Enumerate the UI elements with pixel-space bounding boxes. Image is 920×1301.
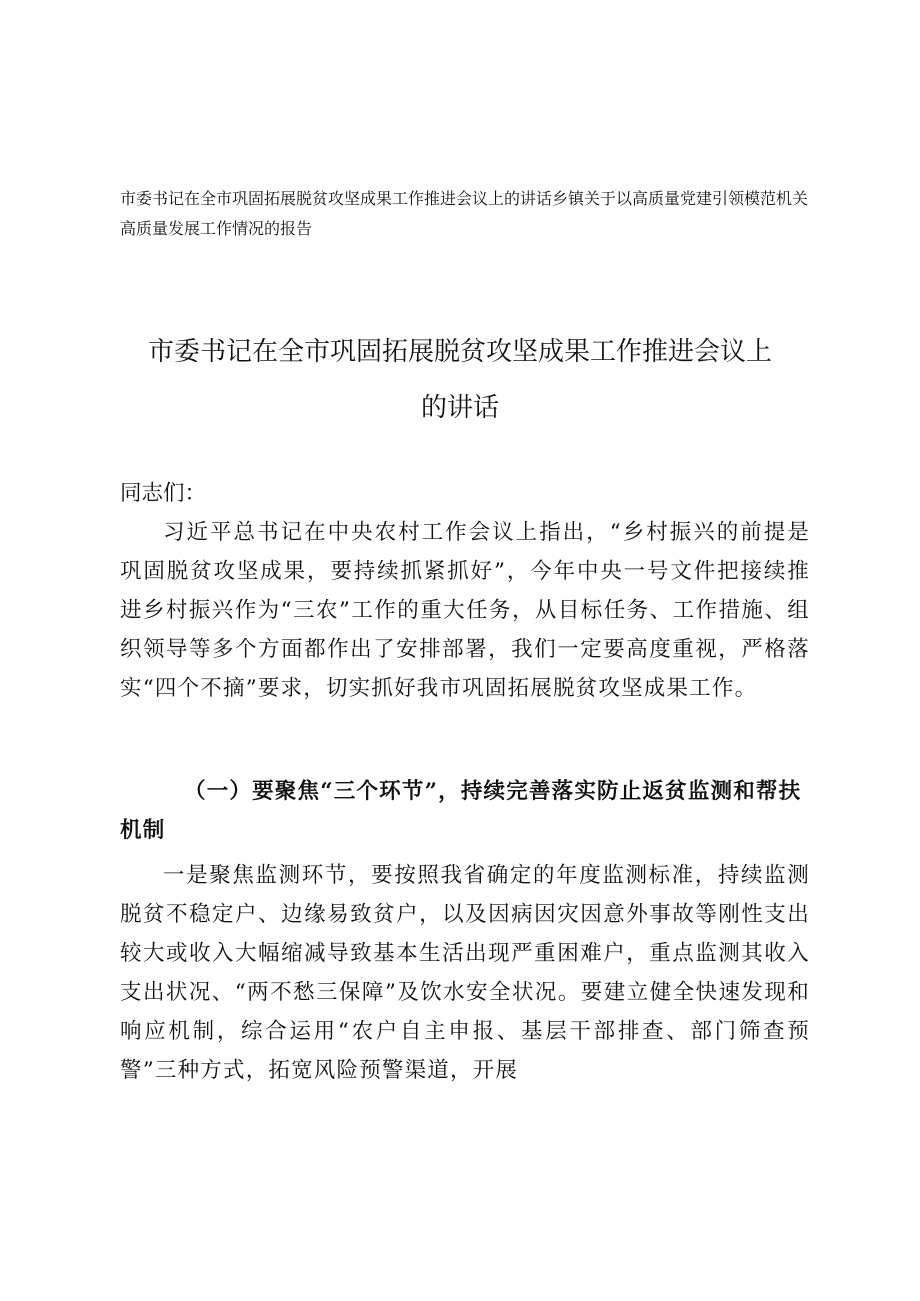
paragraph-monitoring: 一是聚焦监测环节，要按照我省确定的年度监测标准，持续监测脱贫不稳定户、边缘易致贫户，以及因病因灾因意外事故等刚性支出较大或收入大幅缩减导致基本生活出现严重困难户，重点监测其收入支出状况、“两不愁三保障”及饮水安全状况。要建立健全快速发现和响应机制，综合运用“农户自主申报、基层干部排查、部门筛查预警”三种方式，拓宽风险预警渠道，开展	[120, 863, 810, 1083]
greeting: 同志们：	[120, 481, 207, 506]
speech-title-line-2: 的讲话	[420, 393, 499, 423]
speech-title-line-1: 市委书记在全市巩固拓展脱贫攻坚成果工作推进会议上	[147, 337, 772, 367]
speech-title	[110, 324, 810, 436]
paragraph-intro: 习近平总书记在中央农村工作会议上指出，“乡村振兴的前提是巩固脱贫攻坚成果，要持续抓紧抓好”，今年中央一号文件把接续推进乡村振兴作为“三农”工作的重大任务，从目标任务、工作措施、组织领导等多个方面都作出了安排部署，我们一定要高度重视，严格落实“四个不摘”要求，切实抓好我市巩固拓展脱贫攻坚成果工作。	[120, 520, 810, 701]
section-heading-one: （一）要聚焦“三个环节”，持续完善落实防止返贫监测和帮扶机制	[120, 779, 802, 843]
document-header-title: 市委书记在全市巩固拓展脱贫攻坚成果工作推进会议上的讲话乡镇关于以高质量党建引领模范机关高质量发展工作情况的报告	[120, 189, 809, 238]
